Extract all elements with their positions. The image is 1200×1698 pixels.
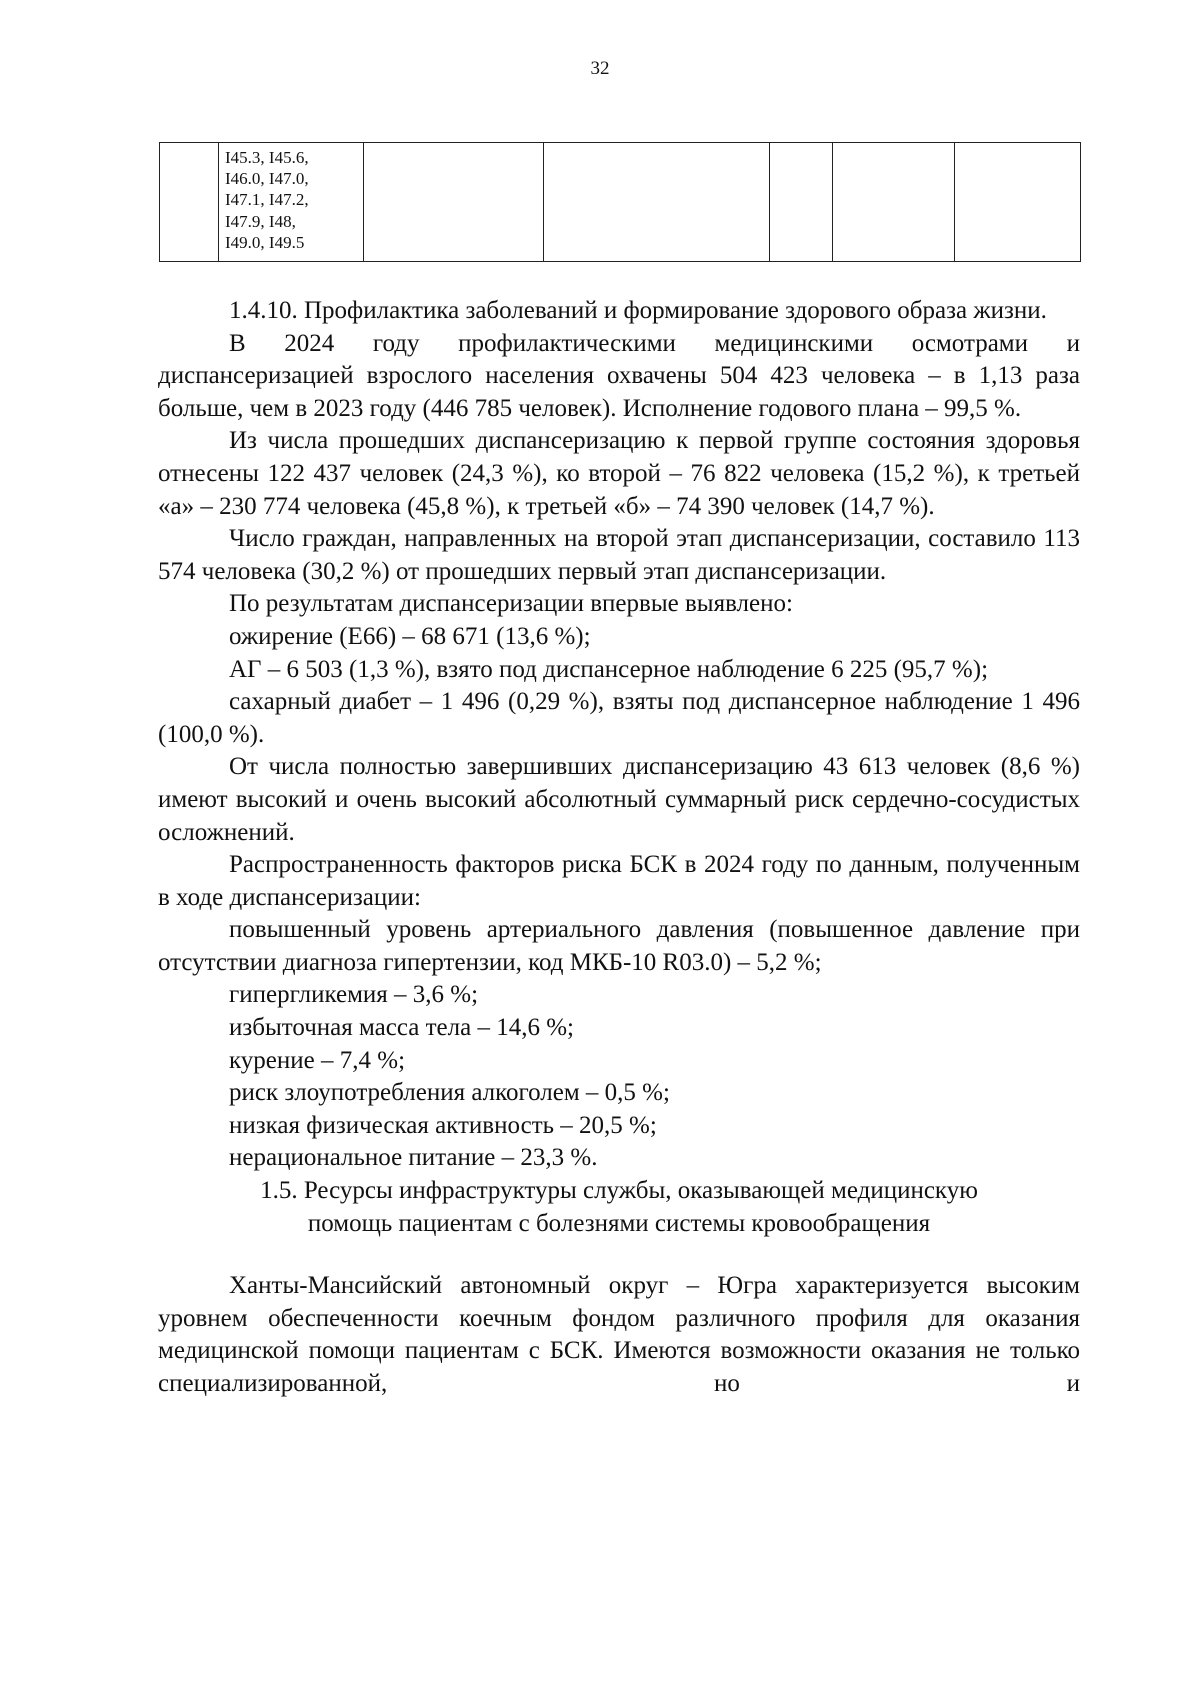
spacer xyxy=(158,1240,1080,1270)
list-item: риск злоупотребления алкоголем – 0,5 %; xyxy=(229,1079,670,1107)
list-item: АГ – 6 503 (1,3 %), взято под диспансерное наблюдение 6 225 (95,7 %); xyxy=(229,655,989,683)
paragraph: По результатам диспансеризации впервые выявлено: xyxy=(229,590,793,618)
icd-code-line: I46.0, I47.0, xyxy=(225,169,309,189)
document-body xyxy=(158,295,1080,1401)
continuation-table xyxy=(159,142,1081,262)
list-item: сахарный диабет – 1 496 (0,29 %), взяты под диспансерное наблюдение 1 496 (100,0 %). xyxy=(158,688,1080,748)
section-heading-line: 1.5. Ресурсы инфраструктуры службы, оказывающей медицинскую xyxy=(260,1177,978,1205)
table-cell-empty xyxy=(544,143,770,262)
icd-code-line: I47.1, I47.2, xyxy=(225,190,309,210)
page-number: 32 xyxy=(590,58,610,79)
list-item: ожирение (Е66) – 68 671 (13,6 %); xyxy=(229,622,591,650)
table-cell-empty xyxy=(364,143,544,262)
list-item: гипергликемия – 3,6 %; xyxy=(229,981,479,1009)
table-cell-empty xyxy=(770,143,833,262)
list-item: избыточная масса тела – 14,6 %; xyxy=(229,1014,574,1042)
table-cell-empty xyxy=(833,143,955,262)
paragraph: В 2024 году профилактическими медицинскими осмотрами и диспансеризацией взрослого населения охвачены 504 423 человека – в 1,13 раза больше, чем в 2023 году (446 785 человек). Исполнение годового плана – 99,5 %. xyxy=(158,329,1080,422)
list-item: курение – 7,4 %; xyxy=(229,1046,406,1074)
paragraph: Распространенность факторов риска БСК в 2024 году по данным, полученным в ходе диспансеризации: xyxy=(158,851,1080,911)
list-item: нерациональное питание – 23,3 %. xyxy=(229,1144,598,1172)
table-cell-empty xyxy=(955,143,1081,262)
list-item: повышенный уровень артериального давления (повышенное давление при отсутствии диагноза гипертензии, код МКБ-10 R03.0) – 5,2 %; xyxy=(158,916,1080,976)
paragraph: От числа полностью завершивших диспансеризацию 43 613 человек (8,6 %) имеют высокий и очень высокий абсолютный суммарный риск сердечно-сосудистых осложнений. xyxy=(158,753,1080,846)
section-heading-line: помощь пациентам с болезнями системы кровообращения xyxy=(307,1209,931,1237)
subsection-title: 1.4.10. Профилактика заболеваний и формирование здорового образа жизни. xyxy=(229,297,1047,324)
table-cell-number xyxy=(160,143,219,262)
table-cell-icd-codes xyxy=(219,143,364,262)
paragraph: Ханты-Мансийский автономный округ – Югра характеризуется высоким уровнем обеспеченности коечным фондом различного профиля для оказания медицинской помощи пациентам с БСК. Имеются возможности оказания не только специализированной, но и xyxy=(158,1272,1080,1397)
list-item: низкая физическая активность – 20,5 %; xyxy=(229,1111,657,1139)
icd-code-line: I47.9, I48, xyxy=(225,211,296,231)
paragraph: Число граждан, направленных на второй этап диспансеризации, составило 113 574 человека (30,2 %) от прошедших первый этап диспансеризации. xyxy=(158,525,1080,585)
icd-code-line: I45.3, I45.6, xyxy=(225,148,309,167)
icd-code-line: I49.0, I49.5 xyxy=(225,232,305,252)
paragraph: Из числа прошедших диспансеризацию к первой группе состояния здоровья отнесены 122 437 человек (24,3 %), ко второй – 76 822 человека (15,2 %), к третьей «а» – 230 774 человека (45,8 %), к третьей «б» – 74 390 человек (14,7 %). xyxy=(158,427,1080,520)
table-row xyxy=(160,143,1081,262)
section-heading xyxy=(158,1175,1080,1240)
